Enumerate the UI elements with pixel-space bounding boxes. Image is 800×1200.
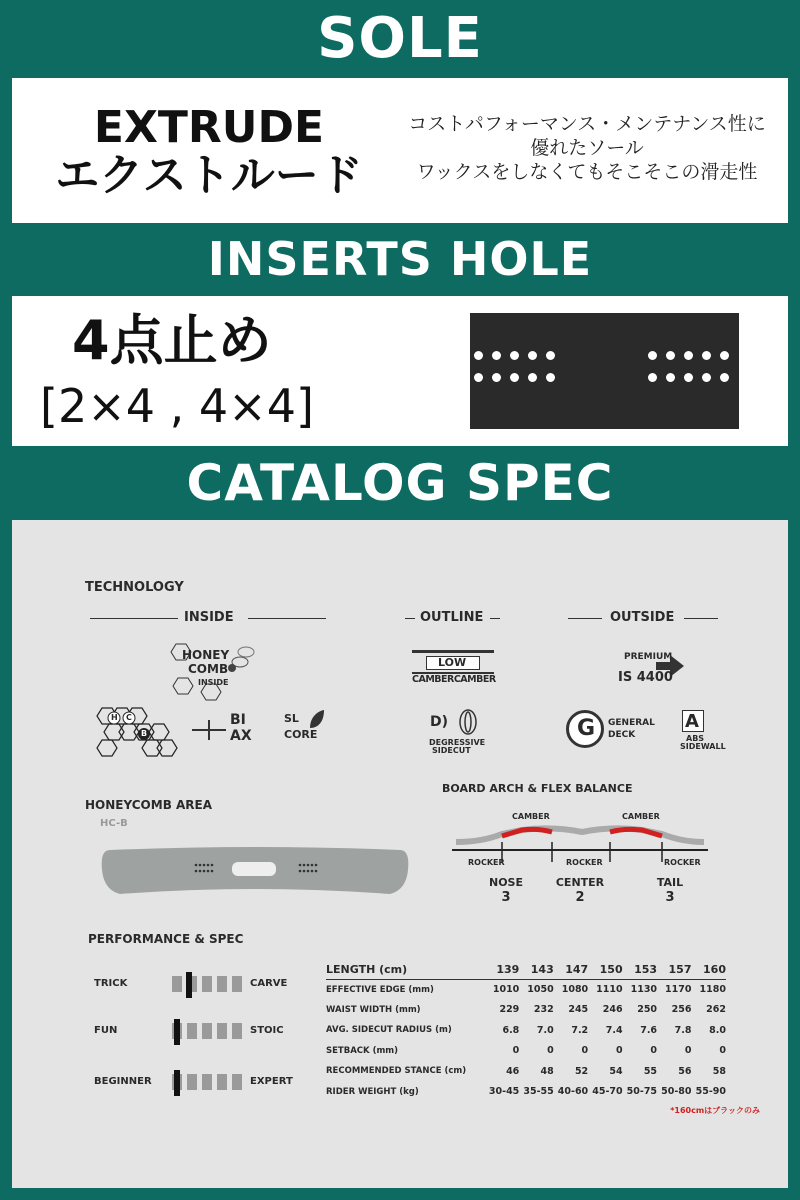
- insert-hole-dot: [720, 351, 729, 360]
- flex-tail-label: TAIL: [656, 876, 684, 889]
- board-arch-heading: BOARD ARCH & FLEX BALANCE: [442, 782, 633, 795]
- technology-heading: TECHNOLOGY: [85, 580, 184, 595]
- hcb-letter-b: B: [141, 729, 148, 738]
- hcb-letter-h: H: [111, 713, 118, 722]
- abs-line2: SIDEWALL: [680, 742, 726, 751]
- low-camber-logo: [412, 646, 494, 688]
- spec-note: *160cmはブラックのみ: [670, 1106, 760, 1115]
- general-deck-logo: [566, 710, 666, 754]
- flex-center-label: CENTER: [555, 876, 605, 889]
- slider-left-label: BEGINNER: [94, 1076, 152, 1087]
- inside-heading: INSIDE: [184, 610, 234, 625]
- spec-cell: 7.4: [605, 1024, 623, 1036]
- spec-cell: 50-75: [626, 1086, 658, 1098]
- insert-hole-dot: [648, 373, 657, 382]
- spec-row-label: EFFECTIVE EDGE (mm): [326, 984, 434, 995]
- outside-heading: OUTSIDE: [610, 610, 675, 625]
- slider-segment: [232, 976, 242, 992]
- low-camber-bottom: CAMBERCAMBER: [412, 674, 496, 685]
- spec-row-label: WAIST WIDTH (mm): [326, 1004, 421, 1015]
- insert-hole-dot: [510, 373, 519, 382]
- spec-cell: 48: [540, 1065, 554, 1077]
- general-deck-line1: GENERAL: [608, 718, 655, 728]
- insert-hole-dot: [474, 373, 483, 382]
- abs-line1: ABS: [686, 734, 705, 743]
- insert-hole-dot: [546, 351, 555, 360]
- sole-description: [392, 112, 782, 184]
- flex-nose-label: NOSE: [489, 876, 523, 889]
- sole-desc-line: コストパフォーマンス・メンテナンス性に: [408, 113, 766, 135]
- slider-right-label: EXPERT: [250, 1076, 293, 1087]
- spec-row: [326, 1061, 726, 1082]
- spec-cell: 35-55: [523, 1086, 554, 1098]
- degressive-line2: SIDECUT: [432, 746, 471, 755]
- insert-hole-dot: [684, 373, 693, 382]
- beginner-expert-slider: [172, 1070, 244, 1092]
- length-cell: 157: [657, 957, 691, 979]
- slider-segment: [172, 976, 182, 992]
- premium-line2: IS 4400: [618, 670, 673, 685]
- spec-cell: 229: [499, 1004, 520, 1016]
- spec-cell: 1010: [492, 984, 520, 995]
- spec-cell: 0: [615, 1045, 623, 1057]
- spec-header-row: [326, 957, 726, 979]
- inserts-panel: [12, 296, 788, 446]
- spec-cell: 52: [574, 1065, 589, 1077]
- arch-camber-label: CAMBER: [512, 812, 550, 821]
- arch-rocker-label: ROCKER: [566, 858, 603, 867]
- spec-cell: 0: [684, 1045, 692, 1057]
- honeycomb-logo-line3: INSIDE: [198, 678, 229, 687]
- length-cell: 143: [519, 957, 553, 979]
- sl-core-line1: SL: [284, 712, 299, 725]
- hc-b-label: HC-B: [100, 818, 128, 829]
- sole-name: [34, 104, 384, 200]
- slider-left-label: TRICK: [94, 978, 128, 989]
- spec-cell: 262: [706, 1004, 726, 1016]
- spec-row: [326, 1082, 726, 1103]
- spec-cell: 232: [533, 1004, 554, 1016]
- spec-cell: 54: [609, 1065, 623, 1077]
- insert-hole-dot: [528, 351, 537, 360]
- spec-cell: 50-80: [661, 1086, 692, 1098]
- slider-segment: [217, 976, 227, 992]
- insert-hole-dot: [666, 373, 675, 382]
- inserts-pattern-text: [2×4 , 4×4]: [40, 379, 314, 433]
- spec-cell: 1130: [630, 984, 658, 995]
- spec-cell: 250: [637, 1004, 658, 1016]
- spec-table: [326, 957, 726, 1102]
- degressive-sidecut-logo: [424, 708, 494, 758]
- general-deck-mark: G: [577, 716, 596, 741]
- insert-hole-dot: [528, 373, 537, 382]
- sole-desc-line: 優れたソール: [530, 137, 644, 159]
- catalog-spec-panel: [12, 520, 788, 1188]
- length-cell: 160: [691, 957, 726, 979]
- spec-cell: 1180: [699, 984, 726, 995]
- insert-hole-dot: [666, 351, 675, 360]
- spec-cell: 1110: [596, 984, 623, 995]
- spec-row-label: RIDER WEIGHT (kg): [326, 1086, 419, 1097]
- honeycomb-area-heading: HONEYCOMB AREA: [85, 798, 213, 812]
- spec-row-label: SETBACK (mm): [326, 1045, 399, 1056]
- spec-cell: 6.8: [502, 1024, 520, 1036]
- insert-hole-dot: [492, 351, 501, 360]
- spec-row: [326, 979, 726, 1000]
- spec-cell: 256: [671, 1004, 692, 1016]
- sole-desc-line: ワックスをしなくてもそこそこの滑走性: [416, 161, 758, 183]
- spec-cell: 55: [643, 1065, 658, 1077]
- arch-camber-label: CAMBER: [622, 812, 660, 821]
- catalog-section-title: CATALOG SPEC: [186, 454, 614, 512]
- spec-cell: 0: [512, 1045, 520, 1057]
- spec-cell: 56: [678, 1065, 692, 1077]
- inserts-main-text: 4点止め: [72, 309, 272, 372]
- board-arch-diagram: [452, 802, 708, 872]
- sole-panel: [12, 78, 788, 223]
- insert-hole-dot: [510, 351, 519, 360]
- spec-row: [326, 1041, 726, 1062]
- slider-marker: [174, 1070, 180, 1096]
- slider-segment: [202, 976, 212, 992]
- insert-hole-dot: [702, 373, 711, 382]
- spec-cell: 1080: [561, 984, 589, 995]
- slider-segment: [232, 1023, 242, 1039]
- sole-name-jp: エクストルード: [55, 150, 363, 201]
- slider-segment: [187, 1023, 197, 1039]
- performance-heading: PERFORMANCE & SPEC: [88, 932, 244, 946]
- spec-cell: 58: [712, 1065, 726, 1077]
- spec-cell: 8.0: [709, 1024, 726, 1036]
- slider-segment: [187, 1074, 197, 1090]
- slider-marker: [186, 972, 192, 998]
- slider-right-label: STOIC: [250, 1025, 284, 1036]
- premium-line1: PREMIUM: [624, 652, 673, 662]
- sl-core-logo: [280, 708, 340, 752]
- insert-hole-dot: [702, 351, 711, 360]
- hcb-hexagon-icon: [94, 702, 180, 762]
- length-cell: 153: [623, 957, 657, 979]
- spec-cell: 0: [547, 1045, 554, 1057]
- fun-stoic-slider: [172, 1019, 244, 1041]
- honeycomb-logo-line2: COMB: [188, 662, 229, 676]
- spec-cell: 7.8: [674, 1024, 692, 1036]
- arch-rocker-label: ROCKER: [664, 858, 701, 867]
- insert-hole-dot: [684, 351, 693, 360]
- slider-segment: [202, 1023, 212, 1039]
- general-deck-line2: DECK: [608, 730, 636, 740]
- insert-hole-dot: [720, 373, 729, 382]
- insert-hole-dot: [474, 351, 483, 360]
- degressive-line1: DEGRESSIVE: [429, 738, 486, 747]
- length-cell: 150: [588, 957, 622, 979]
- flex-tail-value: 3: [665, 890, 675, 905]
- spec-cell: 1050: [527, 984, 554, 995]
- spec-cell: 1170: [665, 984, 692, 995]
- honeycomb-board-diagram: [100, 840, 410, 900]
- slider-segment: [232, 1074, 242, 1090]
- hcb-letter-c: C: [126, 713, 132, 722]
- slider-segment: [217, 1074, 227, 1090]
- honeycomb-inside-logo: [162, 638, 262, 708]
- abs-sidewall-logo: [672, 710, 726, 754]
- spec-cell: 55-90: [695, 1086, 726, 1098]
- insert-hole-dot: [546, 373, 555, 382]
- spec-cell: 0: [581, 1045, 589, 1057]
- spec-row: [326, 1000, 726, 1021]
- spec-cell: 0: [719, 1045, 726, 1057]
- premium-is4400-logo: [610, 650, 700, 690]
- degressive-mark: D): [430, 714, 449, 730]
- arch-rocker-label: ROCKER: [468, 858, 505, 867]
- abs-mark: A: [685, 711, 699, 732]
- spec-cell: 40-60: [557, 1086, 589, 1098]
- inserts-section-title: INSERTS HOLE: [207, 232, 593, 286]
- biax-line1: BI: [230, 712, 246, 728]
- insert-hole-dot: [648, 351, 657, 360]
- flex-center-value: 2: [575, 890, 585, 905]
- biax-line2: AX: [230, 728, 252, 744]
- spec-row: [326, 1020, 726, 1041]
- spec-cell: 45-70: [592, 1086, 623, 1098]
- flex-nose-value: 3: [501, 890, 511, 905]
- length-cell: 139: [485, 957, 519, 979]
- spec-cell: 7.6: [640, 1024, 658, 1036]
- spec-row-label: AVG. SIDECUT RADIUS (m): [326, 1025, 452, 1036]
- low-camber-top: LOW: [438, 656, 467, 669]
- outline-heading: OUTLINE: [420, 610, 484, 625]
- length-cell: 147: [554, 957, 588, 979]
- spec-cell: 245: [568, 1004, 589, 1016]
- slider-marker: [174, 1019, 180, 1045]
- insert-hole-diagram: [470, 313, 739, 429]
- slider-segment: [217, 1023, 227, 1039]
- slider-left-label: FUN: [94, 1025, 118, 1036]
- spec-cell: 7.2: [571, 1024, 589, 1036]
- spec-cell: 246: [602, 1004, 623, 1016]
- sole-section-title: SOLE: [317, 6, 483, 71]
- slider-segment: [202, 1074, 212, 1090]
- sl-core-line2: CORE: [284, 728, 318, 741]
- biax-logo: [190, 710, 260, 750]
- spec-cell: 30-45: [488, 1086, 520, 1098]
- insert-hole-dot: [492, 373, 501, 382]
- spec-cell: 7.0: [536, 1024, 554, 1036]
- spec-cell: 0: [650, 1045, 658, 1057]
- spec-cell: 46: [506, 1065, 520, 1077]
- length-header: LENGTH (cm): [326, 957, 485, 979]
- sole-name-en: EXTRUDE: [93, 102, 325, 153]
- spec-row-label: RECOMMENDED STANCE (cm): [326, 1066, 467, 1077]
- slider-right-label: CARVE: [250, 978, 288, 989]
- honeycomb-logo-line1: HONEY: [182, 648, 230, 662]
- trick-carve-slider: [172, 972, 244, 994]
